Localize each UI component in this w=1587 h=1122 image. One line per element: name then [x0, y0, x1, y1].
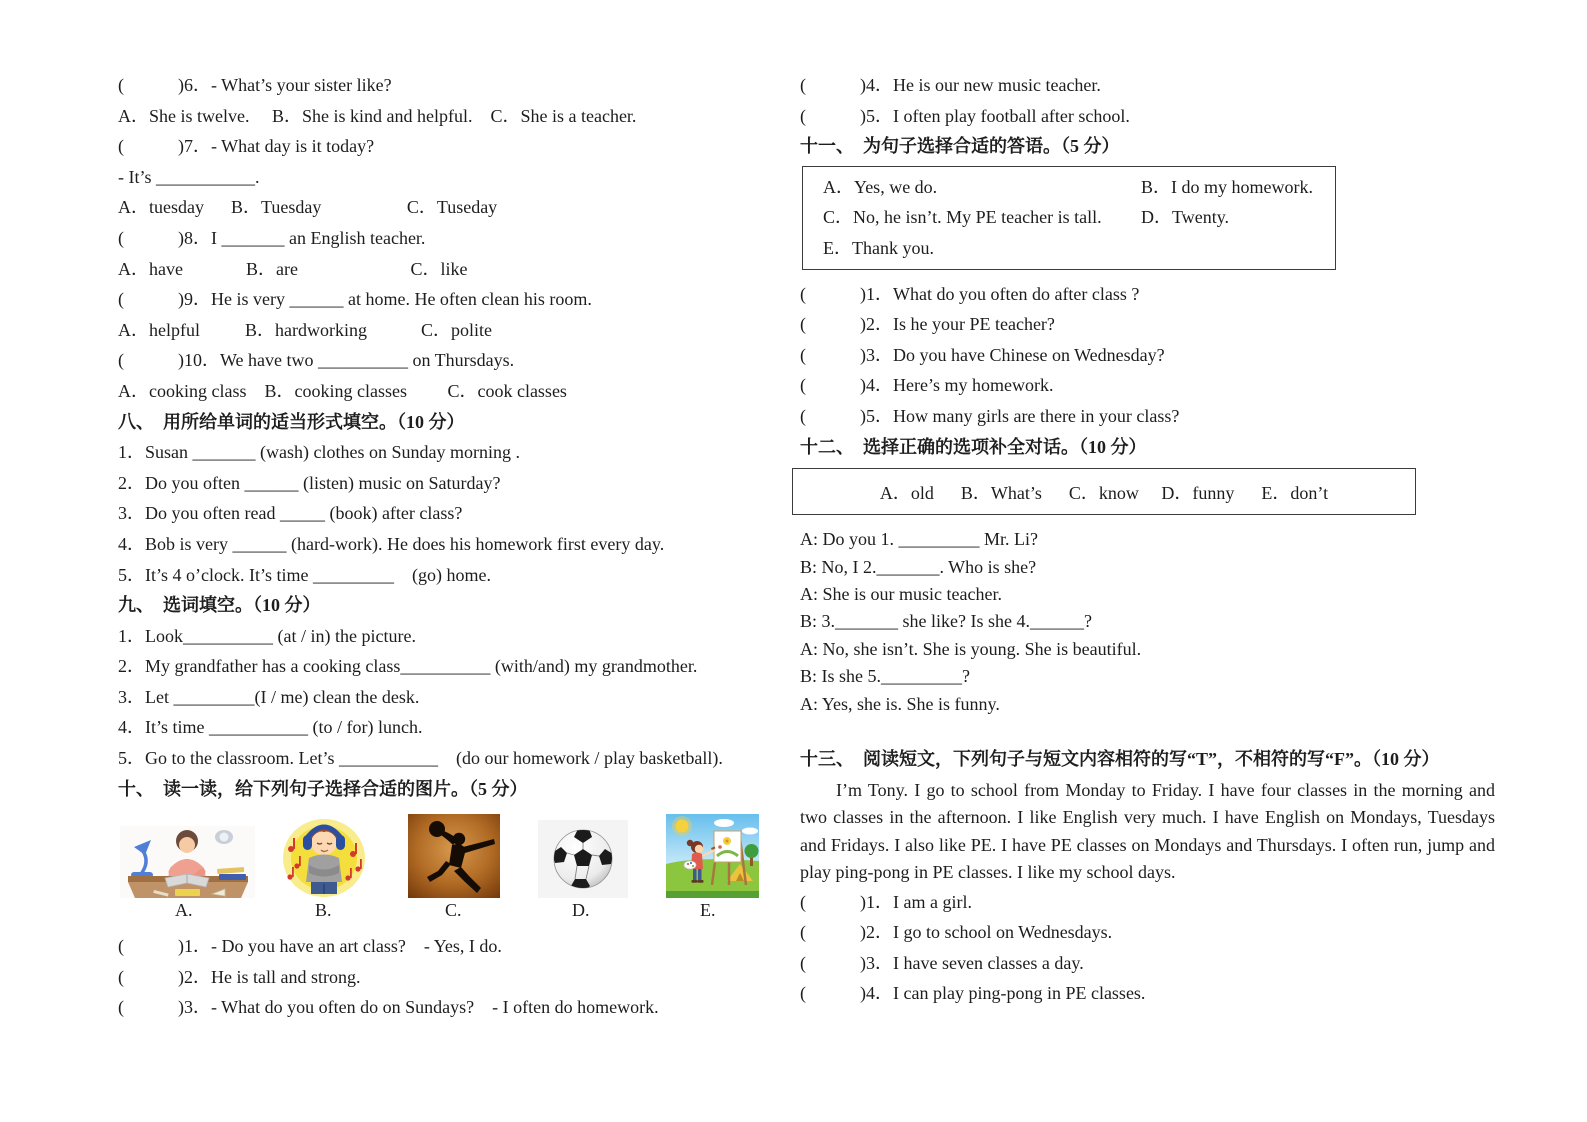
mc-question-7: ( )7．- What day is it today?: [118, 136, 375, 157]
dialog-line-6: B: Is she 5._________?: [800, 666, 970, 687]
picture-match-item-2: ( )2．He is tall and strong.: [118, 966, 361, 987]
mc-answer-blank-7: - It’s ___________.: [118, 166, 260, 187]
dialog-line-4: B: 3._______ she like? Is she 4.______?: [800, 611, 1092, 632]
answer-option-d: D．Twenty.: [1141, 207, 1230, 228]
mc-question-6: ( )6．- What’s your sister like?: [118, 75, 392, 95]
picture-strip: [118, 808, 793, 900]
fill-blank-item-5: 5．It’s 4 o’clock. It’s time _________ (go) home.: [118, 564, 491, 585]
section-10-title: 十、 读一读，给下列句子选择合适的图片。（5 分）: [118, 778, 528, 799]
answer-option-e: E．Thank you.: [823, 237, 934, 258]
fill-blank-item-1: 1．Susan _______ (wash) clothes on Sunday morning .: [118, 442, 520, 463]
mc-options-8: A．have B．are C．like: [118, 258, 468, 279]
word-bank-box: [792, 468, 1416, 515]
mc-statement-5: ( )5．I often play football after school.: [800, 105, 1130, 126]
reply-match-item-3: ( )3．Do you have Chinese on Wednesday?: [800, 344, 1165, 365]
left-column: [118, 70, 793, 1023]
picture-a-homework-icon: [120, 826, 255, 898]
dialog-block: [800, 526, 1495, 718]
section-11-title: 十一、 为句子选择合适的答语。（5 分）: [800, 136, 1120, 157]
tf-item-4: ( )4．I can play ping-pong in PE classes.: [800, 983, 1146, 1004]
answer-option-b: B．I do my homework.: [1141, 176, 1313, 197]
tf-item-2: ( )2．I go to school on Wednesdays.: [800, 922, 1113, 943]
mc-options-6: A．She is twelve. B．She is kind and helpful. C．She is a teacher.: [118, 105, 637, 126]
dialog-line-5: A: No, she isn’t. She is young. She is beautiful.: [800, 638, 1142, 659]
picture-label-c: C.: [445, 900, 462, 921]
word-bank-options: A．old B．What’s C．know D．funny E．don’t: [879, 482, 1329, 503]
mc-question-8: ( )8．I _______ an English teacher.: [118, 227, 426, 248]
dialog-line-3: A: She is our music teacher.: [800, 583, 1002, 604]
reply-match-item-5: ( )5．How many girls are there in your class?: [800, 405, 1180, 426]
dialog-line-2: B: No, I 2._______. Who is she?: [800, 556, 1037, 577]
word-choice-item-1: 1．Look__________ (at / in) the picture.: [118, 625, 416, 646]
answer-options-row-1: [823, 172, 1335, 203]
picture-e-painting-icon: [666, 814, 759, 898]
mc-options-7: A．tuesday B．Tuesday C．Tuseday: [118, 197, 498, 218]
picture-d-soccer-ball-icon: [538, 820, 628, 898]
answer-options-row-3: [823, 233, 1335, 264]
dialog-line-7: A: Yes, she is. She is funny.: [800, 693, 1000, 714]
picture-match-item-1: ( )1．- Do you have an art class? - Yes, I do.: [118, 936, 502, 957]
picture-match-item-3: ( )3．- What do you often do on Sundays? - I often do homework.: [118, 997, 659, 1018]
tf-item-3: ( )3．I have seven classes a day.: [800, 952, 1084, 973]
mc-statement-4: ( )4．He is our new music teacher.: [800, 75, 1101, 95]
picture-label-e: E.: [700, 900, 716, 921]
reply-match-item-2: ( )2．Is he your PE teacher?: [800, 314, 1055, 335]
right-column: [800, 70, 1495, 1009]
picture-labels-row: [118, 900, 793, 931]
picture-b-listening-music-icon: [280, 814, 368, 898]
answer-options-row-2: [823, 202, 1335, 233]
reply-match-item-1: ( )1．What do you often do after class ?: [800, 283, 1140, 304]
mc-question-10: ( )10．We have two __________ on Thursdays.: [118, 350, 515, 371]
word-choice-item-2: 2．My grandfather has a cooking class__________ (with/and) my grandmother.: [118, 656, 698, 677]
mc-question-9: ( )9．He is very ______ at home. He often clean his room.: [118, 289, 592, 310]
section-9-title: 九、 选词填空。（10 分）: [118, 595, 321, 616]
picture-label-d: D.: [572, 900, 590, 921]
picture-label-a: A.: [175, 900, 193, 921]
reading-passage: I’m Tony. I go to school from Monday to Friday. I have four classes in the morning and two classes in the afternoon. I like English very much. I have English on Mondays, Tuesdays and Fridays. I also like PE. I have PE classes on Mondays and Thursdays. I often run, jump and play ping-pong in PE classes. I like my school days.: [800, 779, 1495, 883]
reply-match-item-4: ( )4．Here’s my homework.: [800, 375, 1054, 396]
answer-option-a: A．Yes, we do.: [823, 176, 938, 197]
answer-options-box: [802, 166, 1336, 270]
fill-blank-item-3: 3．Do you often read _____ (book) after class?: [118, 503, 463, 524]
dialog-line-1: A: Do you 1. _________ Mr. Li?: [800, 529, 1038, 550]
word-choice-item-3: 3．Let _________(I / me) clean the desk.: [118, 686, 420, 707]
tf-item-1: ( )1．I am a girl.: [800, 891, 972, 912]
picture-c-basketball-icon: [408, 814, 500, 898]
section-8-title: 八、 用所给单词的适当形式填空。（10 分）: [118, 411, 465, 432]
section-12-title: 十二、 选择正确的选项补全对话。（10 分）: [800, 436, 1147, 457]
section-13-title: 十三、 阅读短文，下列句子与短文内容相符的写“T”，不相符的写“F”。（10 分）: [800, 748, 1440, 769]
mc-options-10: A．cooking class B．cooking classes C．cook classes: [118, 380, 567, 401]
word-choice-item-5: 5．Go to the classroom. Let’s ___________ (do our homework / play basketball).: [118, 748, 723, 769]
answer-option-c: C．No, he isn’t. My PE teacher is tall.: [823, 207, 1102, 228]
picture-label-b: B.: [315, 900, 332, 921]
fill-blank-item-4: 4．Bob is very ______ (hard-work). He does his homework first every day.: [118, 533, 665, 554]
fill-blank-item-2: 2．Do you often ______ (listen) music on Saturday?: [118, 472, 501, 493]
word-choice-item-4: 4．It’s time ___________ (to / for) lunch.: [118, 717, 423, 738]
mc-options-9: A．helpful B．hardworking C．polite: [118, 319, 492, 340]
